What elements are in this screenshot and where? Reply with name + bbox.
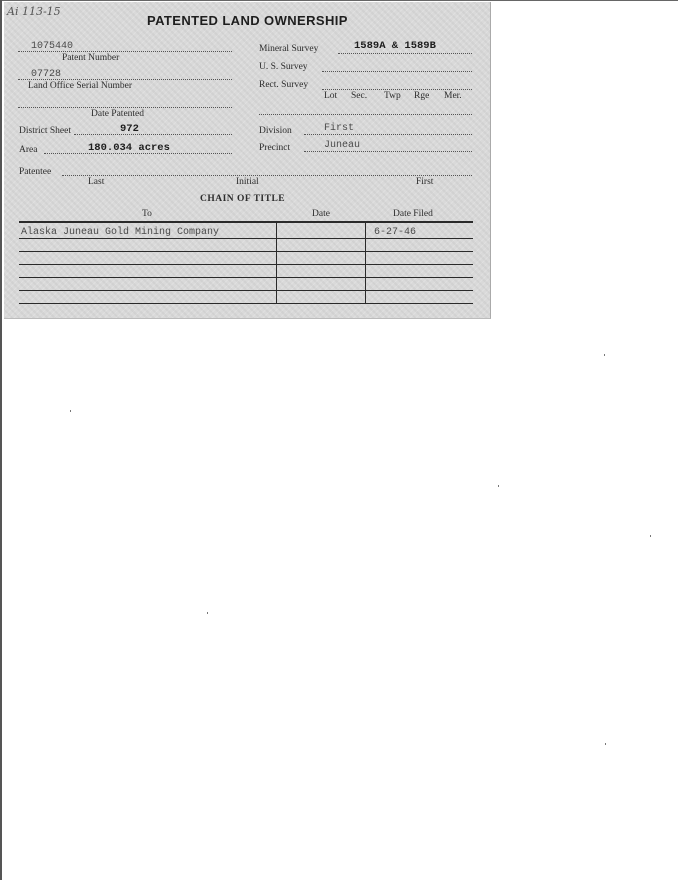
division-line (304, 134, 472, 135)
col-header-to: To (142, 209, 152, 219)
area-line (44, 153, 232, 154)
mineral-survey-label: Mineral Survey (259, 44, 319, 54)
serial-number-label: Land Office Serial Number (28, 81, 133, 91)
us-survey-label: U. S. Survey (259, 62, 308, 72)
rect-survey-label: Rect. Survey (259, 80, 309, 90)
scan-speck (650, 535, 651, 537)
table-header-rule (19, 221, 473, 223)
area-value: 180.034 acres (88, 142, 170, 154)
patent-number-label: Patent Number (62, 53, 120, 63)
table-bottom-rule (19, 303, 473, 304)
scan-speck (70, 410, 71, 412)
precinct-line (304, 151, 472, 152)
chain-row-date-filed: 6-27-46 (374, 227, 417, 238)
page-left-edge (0, 0, 2, 880)
col-header-date: Date (312, 209, 330, 219)
date-patented-label: Date Patented (91, 109, 145, 119)
date-patented-line (18, 107, 232, 108)
chain-row-to: Alaska Juneau Gold Mining Company (21, 227, 220, 238)
table-row-rule (19, 290, 473, 291)
card-title: PATENTED LAND OWNERSHIP (147, 13, 348, 28)
scan-speck (207, 612, 208, 614)
rect-survey-values-line (259, 114, 472, 115)
patentee-initial-label: Initial (236, 177, 259, 187)
page-top-edge (0, 0, 678, 1)
handwritten-note: Ai 113-15 (7, 5, 61, 18)
district-sheet-value: 972 (120, 123, 139, 135)
table-row-rule (19, 277, 473, 278)
rect-survey-col-lot: Lot (324, 91, 338, 101)
patentee-first-label: First (416, 177, 434, 187)
rect-survey-col-sec: Sec. (351, 91, 368, 101)
rect-survey-col-twp: Twp (384, 91, 401, 101)
rect-survey-col-mer: Mer. (444, 91, 462, 101)
serial-number-line (18, 79, 232, 80)
division-value: First (324, 123, 355, 134)
table-row-rule (19, 251, 473, 252)
rect-survey-col-rge: Rge (414, 91, 430, 101)
division-label: Division (259, 126, 292, 136)
col-header-date-filed: Date Filed (393, 209, 433, 219)
precinct-label: Precinct (259, 143, 291, 153)
scan-speck (605, 743, 606, 745)
patent-number-value: 1075440 (31, 41, 74, 52)
mineral-survey-line (338, 53, 472, 54)
mineral-survey-value: 1589A & 1589B (354, 40, 436, 52)
rect-survey-line (322, 89, 472, 90)
scan-speck (498, 485, 499, 487)
table-row-rule (19, 238, 473, 239)
area-label: Area (19, 145, 38, 155)
chain-of-title-heading: CHAIN OF TITLE (200, 194, 286, 204)
district-sheet-line (74, 134, 232, 135)
patentee-label: Patentee (19, 167, 52, 177)
scan-speck (604, 354, 605, 356)
patent-number-line (18, 51, 232, 52)
district-sheet-label: District Sheet (19, 126, 71, 136)
us-survey-line (322, 71, 472, 72)
table-row-rule (19, 264, 473, 265)
patentee-last-label: Last (88, 177, 105, 187)
precinct-value: Juneau (324, 140, 361, 151)
serial-number-value: 07728 (31, 69, 62, 80)
patentee-line (62, 175, 472, 176)
land-ownership-card (4, 2, 491, 319)
